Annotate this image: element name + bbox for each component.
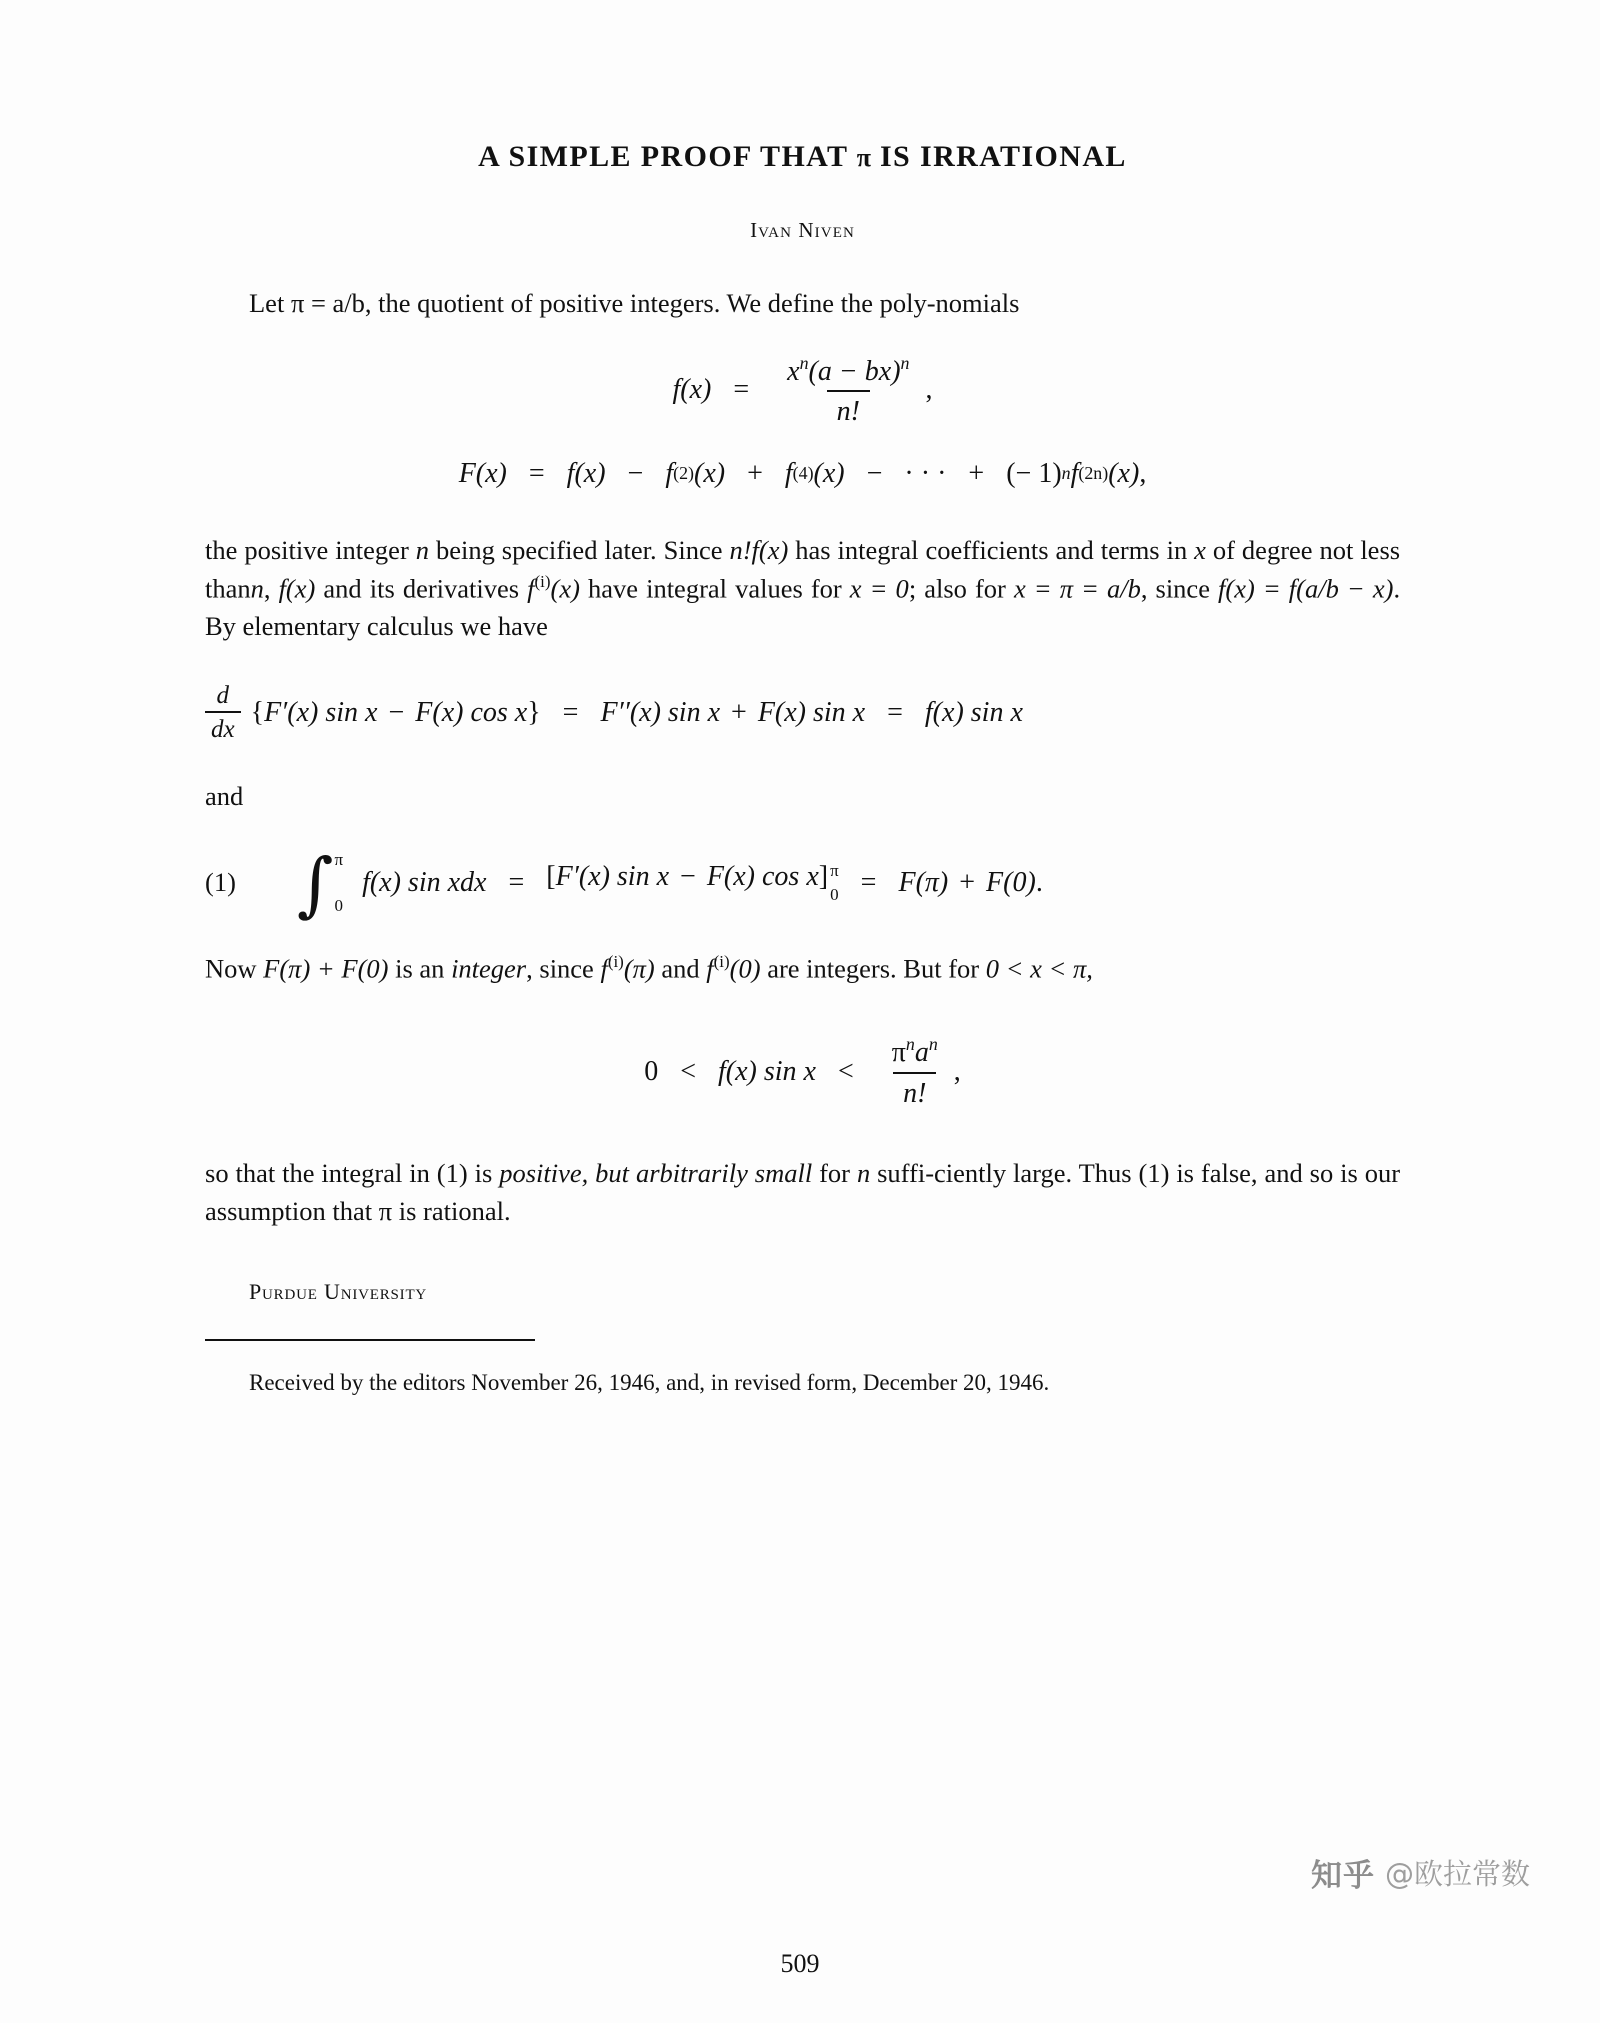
- paragraph-integrality: the positive integer n being specified later. Since n!f(x) has integral coefficients and terms in x of degree not less thann, f(x) and its derivatives $f^{(i)}(x)$ have integral values for x = 0; also for x = π = a/b, since f(x) = f(a/b − x). By elementary calculus we have: [205, 534, 1401, 641]
- page-title: [205, 0, 1400, 174]
- eq-f-numerator: $x^n(a - bx)^n$: [787, 352, 910, 387]
- eq-F-ellipsis: · · ·: [904, 457, 947, 489]
- eq-f-relation: =: [733, 374, 750, 406]
- integral-glyph: ∫: [297, 843, 334, 926]
- eq-f-trailing-comma: ,: [925, 374, 933, 406]
- page-number: 509: [780, 1949, 820, 1978]
- affiliation: Purdue University: [249, 1278, 428, 1304]
- inequality-denominator: n!: [893, 1072, 936, 1109]
- equation-inequality: 0 < f(x) sin x < $\frac{\pi^na^n}{n!}$ ,: [644, 1034, 961, 1109]
- footnote-divider: [205, 1339, 535, 1341]
- equation-F-definition: F(x) = f(x) − f (2) (x) + f (4) (x) − · · · + (− 1) n f (2n) (x) ,: [458, 457, 1147, 489]
- text-column: [205, 0, 1400, 2023]
- emphasis-integer: integer: [451, 953, 527, 984]
- intro-text-b: , the quotient of positive integers. We define the poly-nomials: [364, 288, 1020, 318]
- title-suffix: IS IRRATIONAL: [879, 140, 1127, 173]
- equation-derivative-identity: $\frac{d}{dx}$ { F′(x) sin x − F(x) cos x } = F′′(x) sin x + F(x) sin x = f(x) sin x: [205, 682, 1400, 744]
- equation-f-definition: [205, 353, 1400, 428]
- inequality-numerator: $\pi^na^n$: [891, 1034, 938, 1069]
- eq-f-fraction: [777, 353, 919, 428]
- intro-text-a: Let: [249, 288, 285, 318]
- bracket-limits: π 0: [830, 860, 839, 904]
- integral-limits: π 0: [334, 849, 344, 915]
- eq-1-integrand: f(x) sin xdx: [362, 866, 487, 898]
- title-pi-symbol: π: [856, 143, 872, 172]
- title-prefix: A SIMPLE PROOF THAT: [478, 140, 848, 173]
- footnote: [205, 1367, 1400, 1400]
- emphasis-positive-small: positive, but arbitrarily small: [499, 1158, 813, 1188]
- equation-1-number: (1): [205, 867, 236, 898]
- eq-F-lhs: F(x): [458, 457, 507, 489]
- d-dx-operator: $\frac{d}{dx}$: [205, 682, 241, 744]
- author-byline: Ivan Niven: [750, 218, 855, 242]
- paragraph-integer-argument: Now F(π) + F(0) is an integer, since $f^{(i)}(\pi)$ and $f^{(i)}(0)$ are integers. But for 0 < x < π,: [205, 951, 1093, 984]
- paragraph-conclusion: so that the integral in (1) is positive, but arbitrarily small for n suffi-ciently large. Thus (1) is false, and so is our assumption that π is rational.: [205, 1158, 1401, 1226]
- zhihu-logo: 知乎: [1310, 1858, 1375, 1894]
- equation-1: (1) ∫ π 0 f(x) sin xdx = [ F′(x) sin x − F(x) cos x ] π 0 = F(π) + F(0) .: [205, 843, 1043, 926]
- inequality-fraction: [882, 1034, 948, 1109]
- paragraph-and: and: [205, 780, 244, 811]
- footnote-text: Received by the editors November 26, 1946, and, in revised form, December 20, 1946.: [249, 1369, 1050, 1395]
- intro-equation: π = a/b: [290, 288, 365, 318]
- watermark: [1311, 1850, 1530, 1895]
- eq-f-lhs: f(x): [672, 374, 712, 406]
- integral-sign: [297, 843, 347, 926]
- eq-f-denominator: n!: [827, 390, 870, 427]
- paragraph-intro: [205, 285, 1400, 323]
- evaluation-bracket: [ F′(x) sin x − F(x) cos x ] π 0: [546, 860, 839, 904]
- watermark-handle: @欧拉常数: [1384, 1857, 1530, 1891]
- scanned-article: [205, 0, 1400, 1399]
